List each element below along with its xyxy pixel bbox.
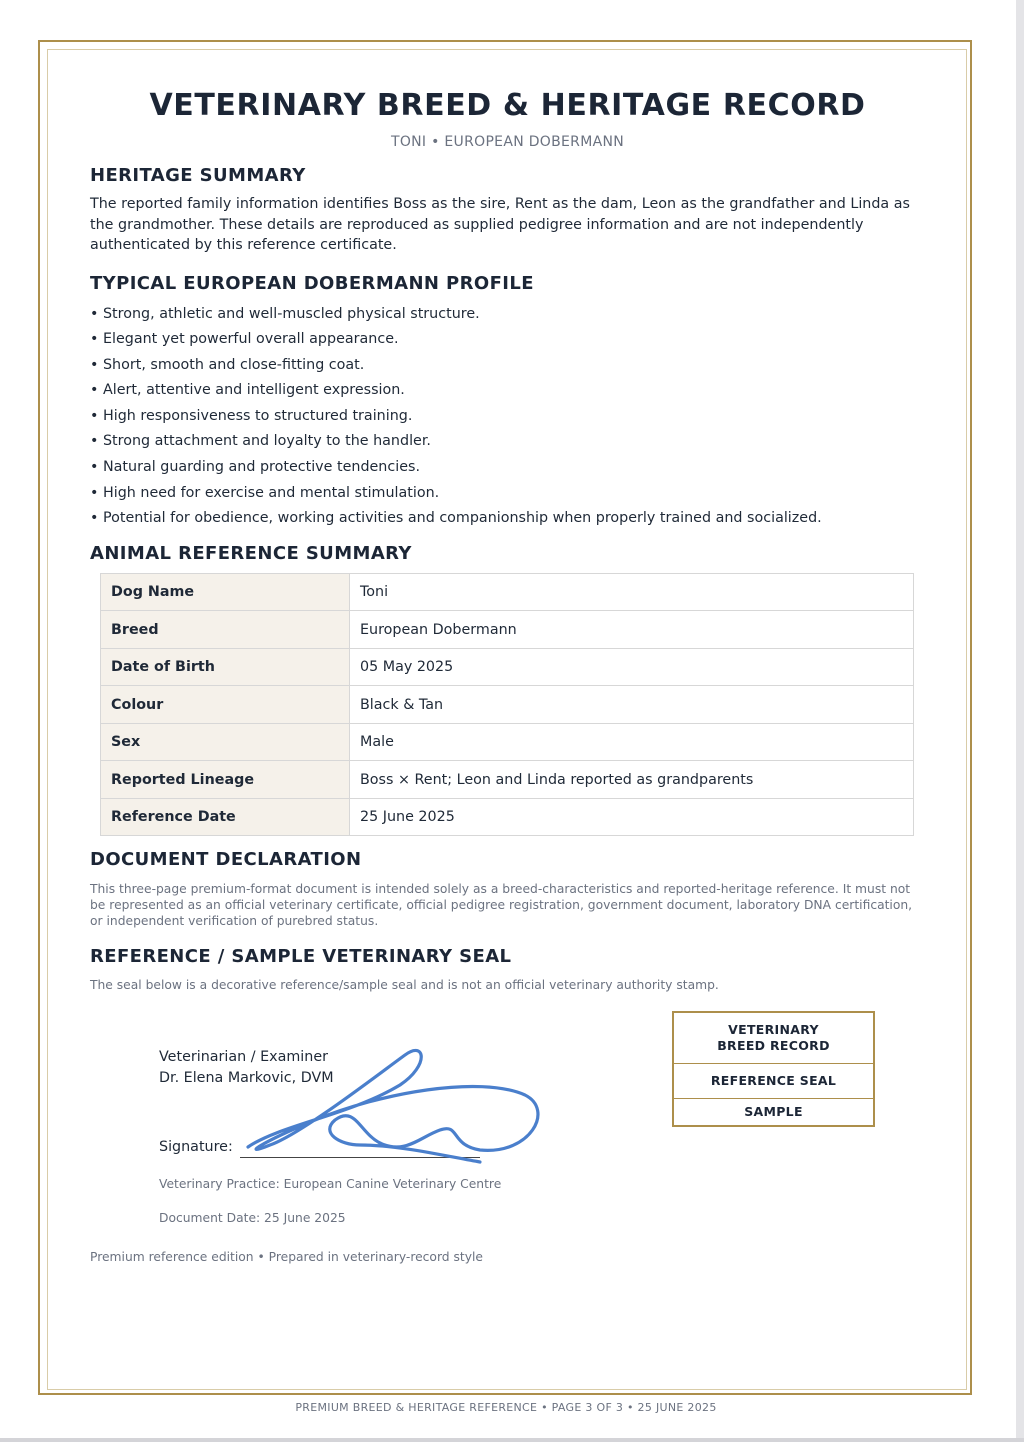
handwritten-signature: [240, 1045, 550, 1170]
table-value: Boss × Rent; Leon and Linda reported as grandparents: [350, 761, 914, 799]
table-value: European Dobermann: [350, 611, 914, 649]
seal-line: SAMPLE: [744, 1104, 803, 1119]
examiner-role: Veterinarian / Examiner: [159, 1049, 329, 1065]
table-key: Date of Birth: [101, 648, 350, 686]
animal-heading: ANIMAL REFERENCE SUMMARY: [90, 542, 412, 564]
seal-note: The seal below is a decorative reference/sample seal and is not an official veterinary authority stamp.: [90, 978, 719, 992]
profile-section: [90, 272, 925, 532]
document-title: VETERINARY BREED & HERITAGE RECORD: [149, 88, 866, 123]
viewer-bottom-edge: [0, 1438, 1024, 1442]
edition-note: Premium reference edition • Prepared in veterinary-record style: [90, 1250, 484, 1264]
list-item: • Strong, athletic and well-muscled physical structure.: [90, 305, 480, 322]
table-row: [101, 648, 914, 686]
heritage-section: [90, 164, 925, 256]
table-value: Toni: [350, 573, 914, 611]
heritage-heading: HERITAGE SUMMARY: [90, 165, 306, 186]
list-item: • High responsiveness to structured training.: [90, 407, 413, 424]
document-date: Document Date: 25 June 2025: [159, 1211, 346, 1225]
document-subtitle: TONI • EUROPEAN DOBERMANN: [390, 134, 625, 150]
declaration-section: [90, 848, 925, 929]
list-item: • Natural guarding and protective tendencies.: [90, 459, 420, 476]
heritage-text: The reported family information identifies Boss as the sire, Rent as the dam, Leon as the grandfather and Linda as the grandmother. These details are reproduced as supplied pedigree information and are not independently authenticated by this reference certificate.: [90, 196, 910, 253]
table-value: 05 May 2025: [350, 648, 914, 686]
list-item: • Potential for obedience, working activities and companionship when properly trained and socialized.: [90, 510, 822, 527]
list-item: • Strong attachment and loyalty to the handler.: [90, 433, 431, 450]
examiner-name: Dr. Elena Markovic, DVM: [159, 1070, 334, 1086]
table-key: Reported Lineage: [101, 761, 350, 799]
table-value: Black & Tan: [350, 686, 914, 724]
page-footer: PREMIUM BREED & HERITAGE REFERENCE • PAGE 3 OF 3 • 25 JUNE 2025: [295, 1401, 717, 1414]
profile-list: [90, 302, 925, 532]
table-key: Reference Date: [101, 798, 350, 836]
list-item: • High need for exercise and mental stimulation.: [90, 484, 440, 501]
table-value: 25 June 2025: [350, 798, 914, 836]
table-row: [101, 798, 914, 836]
table-key: Sex: [101, 723, 350, 761]
table-row: [101, 723, 914, 761]
animal-table: [100, 573, 914, 837]
document-body: [90, 86, 925, 929]
viewer-scroll-edge: [1016, 0, 1024, 1442]
profile-heading: TYPICAL EUROPEAN DOBERMANN PROFILE: [90, 272, 534, 294]
list-item: • Alert, attentive and intelligent expression.: [90, 382, 405, 399]
seal-title: [674, 1013, 873, 1064]
list-item: • Elegant yet powerful overall appearance.: [90, 331, 399, 348]
table-row: [101, 761, 914, 799]
seal-section: [90, 945, 925, 993]
table-row: [101, 686, 914, 724]
list-item: • Short, smooth and close-fitting coat.: [90, 356, 365, 373]
veterinary-practice: Veterinary Practice: European Canine Veterinary Centre: [159, 1177, 502, 1191]
table-key: Colour: [101, 686, 350, 724]
table-key: Dog Name: [101, 573, 350, 611]
table-value: Male: [350, 723, 914, 761]
table-key: Breed: [101, 611, 350, 649]
table-row: [101, 573, 914, 611]
table-row: [101, 611, 914, 649]
animal-section: [90, 542, 925, 837]
reference-seal: [672, 1011, 875, 1127]
declaration-text: This three-page premium-format document is intended solely as a breed-characteristics and reported-heritage reference. It must not be represented as an official veterinary certificate, official pedigree registration, government document, laboratory DNA certification, or independent verification of purebred status.: [90, 882, 913, 929]
seal-line: BREED RECORD: [717, 1038, 830, 1053]
signature-label: Signature:: [159, 1139, 233, 1155]
seal-heading: REFERENCE / SAMPLE VETERINARY SEAL: [90, 946, 512, 967]
seal-line: REFERENCE SEAL: [674, 1064, 873, 1099]
declaration-heading: DOCUMENT DECLARATION: [90, 849, 362, 871]
seal-line: VETERINARY: [728, 1022, 819, 1037]
